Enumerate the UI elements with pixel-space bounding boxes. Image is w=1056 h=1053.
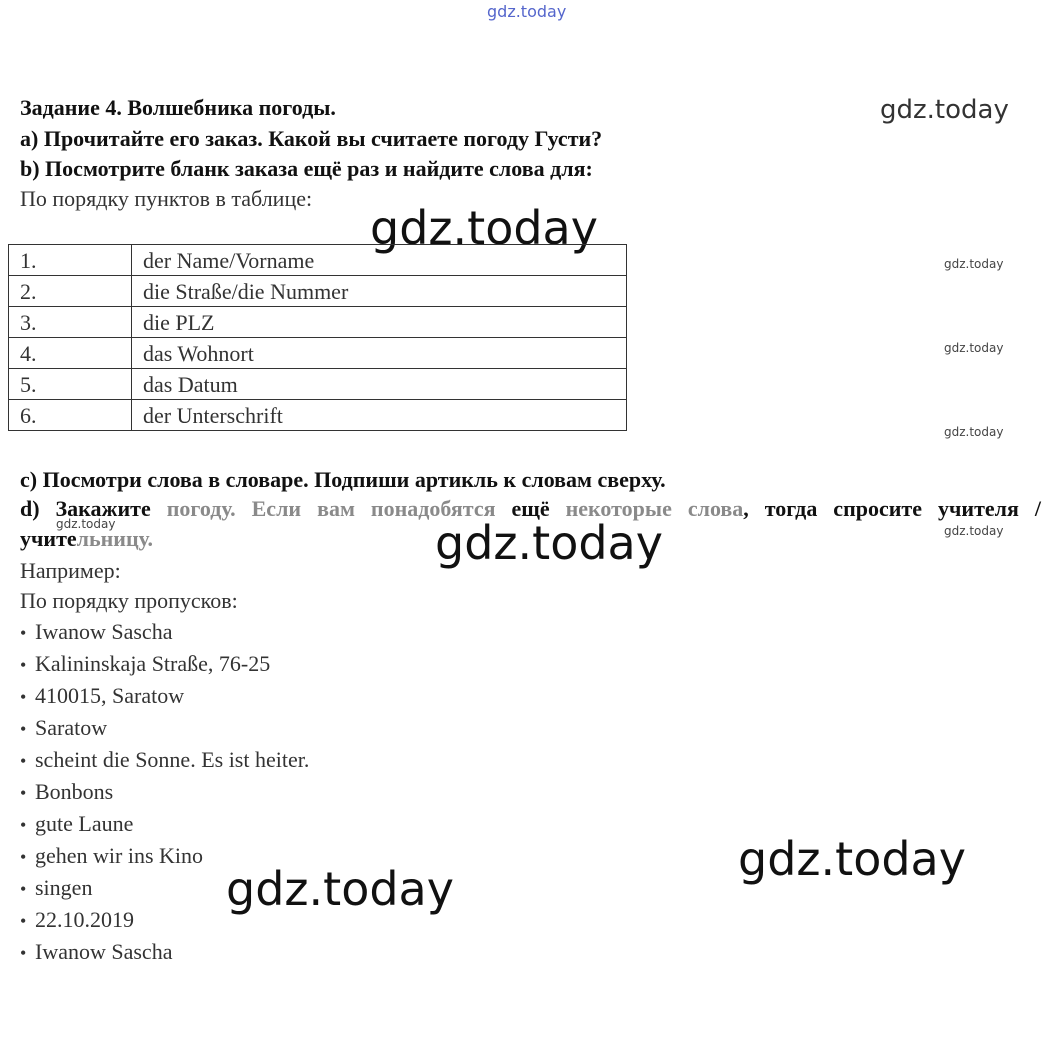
gaps-label: По порядку пропусков: [20, 588, 238, 613]
answer-text: Kalininskaja Straße, 76-25 [35, 651, 271, 676]
watermark: gdz.today [944, 257, 1004, 271]
watermark: gdz.today [880, 95, 1009, 125]
row-word: die Straße/die Nummer [132, 276, 627, 307]
bullet-icon: • [20, 943, 27, 963]
row-number: 2. [9, 276, 132, 307]
answer-text: Saratow [35, 715, 108, 740]
task-d-part: , тогда спросите учителя / учите [20, 496, 1041, 551]
bullet-icon: • [20, 687, 27, 707]
watermark: gdz.today [944, 341, 1004, 355]
watermark: gdz.today [738, 832, 966, 886]
bullet-icon: • [20, 623, 27, 643]
bullet-icon: • [20, 911, 27, 931]
bullet-icon: • [20, 783, 27, 803]
list-item [20, 744, 309, 776]
row-number: 5. [9, 369, 132, 400]
task-d [20, 494, 1041, 554]
row-number: 1. [9, 245, 132, 276]
watermark: gdz.today [226, 862, 454, 916]
answer-text: gehen wir ins Kino [35, 843, 204, 868]
list-item [20, 808, 309, 840]
row-word: die PLZ [132, 307, 627, 338]
watermark-top: gdz.today [487, 2, 567, 21]
answer-text: scheint die Sonne. Es ist heiter. [35, 747, 310, 772]
answer-text: gute Laune [35, 811, 134, 836]
table-row [9, 276, 627, 307]
bullet-icon: • [20, 751, 27, 771]
list-item [20, 680, 309, 712]
row-word: das Wohnort [132, 338, 627, 369]
row-word: der Unterschrift [132, 400, 627, 431]
table-row [9, 369, 627, 400]
row-word: das Datum [132, 369, 627, 400]
list-item [20, 872, 309, 904]
list-item [20, 840, 309, 872]
list-item [20, 936, 309, 968]
row-number: 3. [9, 307, 132, 338]
task-b-note: По порядку пунктов в таблице: [20, 186, 313, 211]
row-number: 4. [9, 338, 132, 369]
bullet-icon: • [20, 847, 27, 867]
list-item [20, 616, 309, 648]
row-word: der Name/Vorname [132, 245, 627, 276]
task-title: Задание 4. Волшебника погоды. [20, 95, 336, 120]
task-d-part: d) Закажите [20, 496, 167, 521]
task-a: а) Прочитайте его заказ. Какой вы считаете погоду Густи? [20, 126, 603, 151]
list-item [20, 712, 309, 744]
watermark: gdz.today [944, 425, 1004, 439]
watermark: gdz.today [944, 524, 1004, 538]
answer-text: 410015, Saratow [35, 683, 185, 708]
list-item [20, 776, 309, 808]
task-d-part: некоторые слова [565, 496, 744, 521]
answers-list [20, 616, 309, 968]
bullet-icon: • [20, 719, 27, 739]
table-row [9, 307, 627, 338]
watermark: gdz.today [435, 516, 663, 570]
table-row [9, 338, 627, 369]
answer-text: Iwanow Sascha [35, 939, 173, 964]
example-label: Например: [20, 558, 121, 583]
watermark: gdz.today [370, 201, 598, 255]
list-item [20, 904, 309, 936]
watermark: gdz.today [56, 517, 116, 531]
list-item [20, 648, 309, 680]
answer-text: singen [35, 875, 93, 900]
answer-text: 22.10.2019 [35, 907, 134, 932]
task-b: b) Посмотрите бланк заказа ещё раз и найдите слова для: [20, 156, 593, 181]
task-c: с) Посмотри слова в словаре. Подпиши артикль к словам сверху. [20, 467, 666, 492]
answer-text: Iwanow Sascha [35, 619, 173, 644]
task-d-part: погоду. Если вам понадобятся [166, 496, 496, 521]
bullet-icon: • [20, 655, 27, 675]
task-d-part: льницу. [76, 526, 153, 551]
form-words-table [8, 244, 627, 431]
table-row [9, 400, 627, 431]
row-number: 6. [9, 400, 132, 431]
task-d-part: ещё [495, 496, 566, 521]
bullet-icon: • [20, 879, 27, 899]
answer-text: Bonbons [35, 779, 114, 804]
bullet-icon: • [20, 815, 27, 835]
table-row [9, 245, 627, 276]
